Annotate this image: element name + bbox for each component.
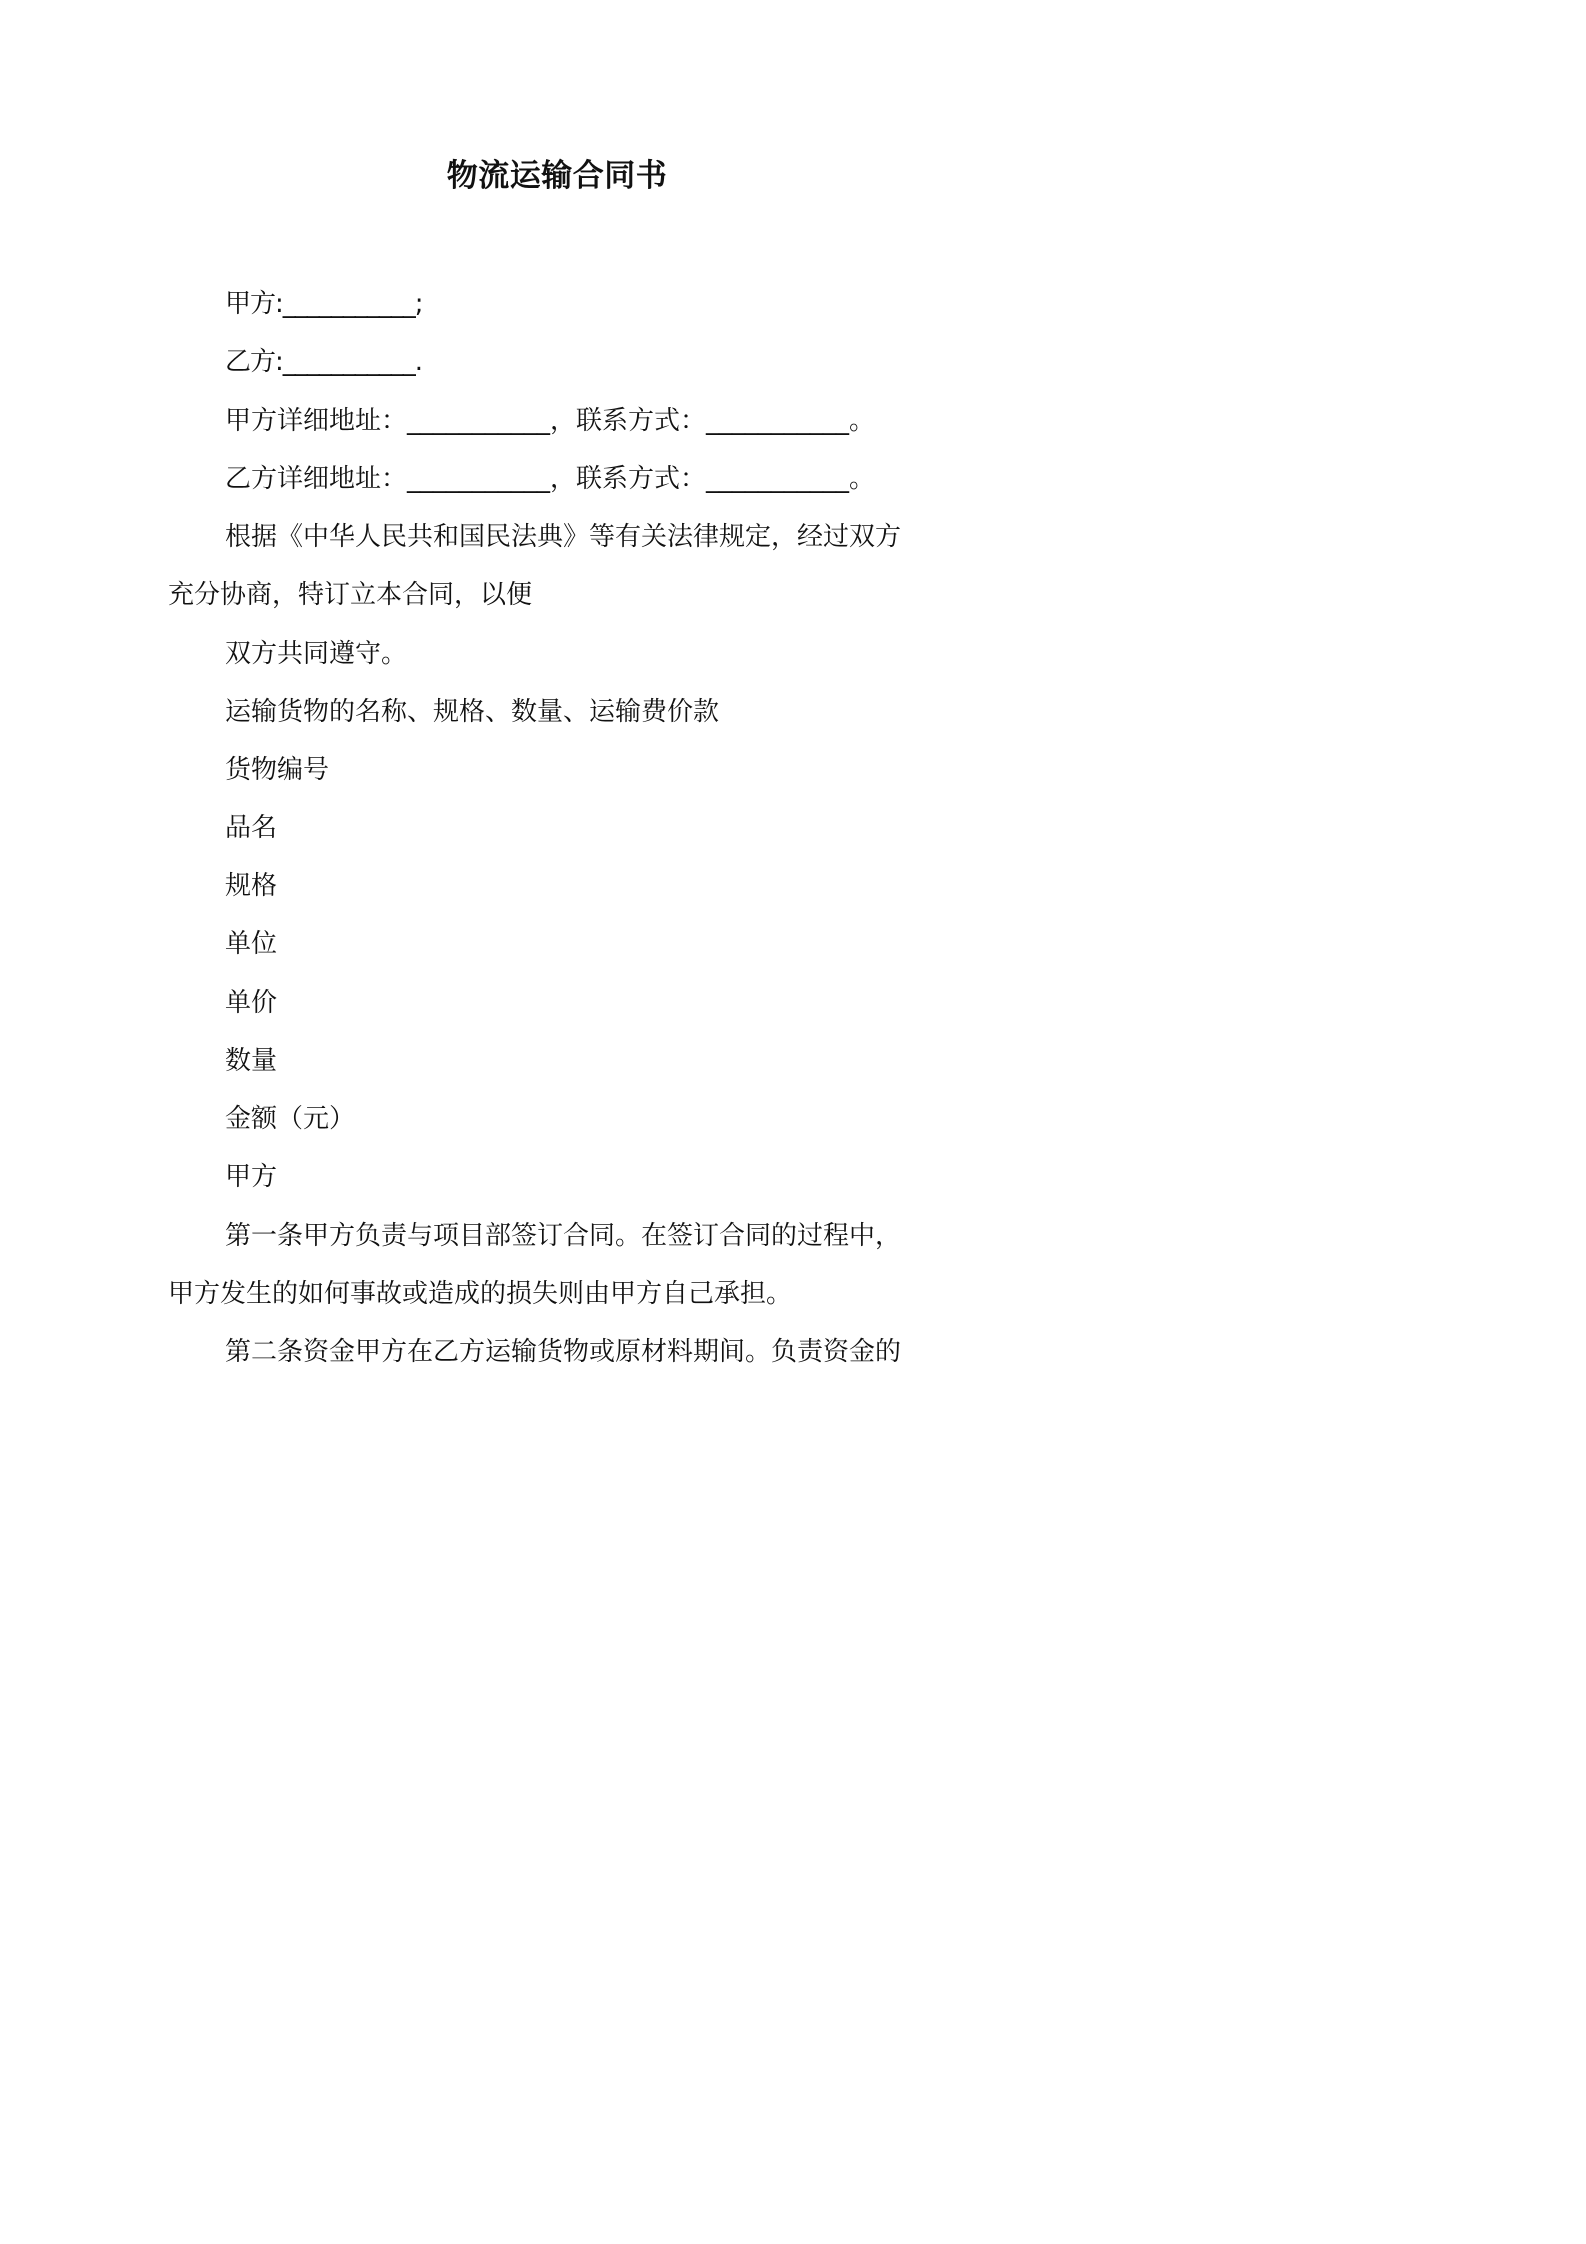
party-a-line: 甲方:___________;: [225, 289, 423, 319]
goods-heading: 运输货物的名称、规格、数量、运输费价款: [225, 697, 720, 727]
goods-field-unit-price: 单价: [225, 988, 278, 1018]
goods-field-party-a: 甲方: [225, 1162, 278, 1192]
article-1-line-1: 第一条甲方负责与项目部签订合同。在签订合同的过程中，: [225, 1221, 902, 1251]
goods-field-spec: 规格: [225, 871, 278, 901]
party-a-address-line: 甲方详细地址：___________，联系方式：___________。: [225, 406, 876, 436]
intro-paragraph-line-1: 根据《中华人民共和国民法典》等有关法律规定，经过双方: [225, 522, 902, 552]
intro-paragraph-line-2: 充分协商，特订立本合同，以便: [168, 580, 533, 610]
document-title: 物流运输合同书: [446, 158, 668, 194]
article-2-line-1: 第二条资金甲方在乙方运输货物或原材料期间。负责资金的: [225, 1337, 902, 1367]
party-b-address-line: 乙方详细地址：___________，联系方式：___________。: [225, 464, 876, 494]
party-b-line: 乙方:___________.: [225, 347, 423, 377]
goods-field-quantity: 数量: [225, 1046, 278, 1076]
goods-field-name: 品名: [225, 813, 278, 843]
intro-paragraph-line-3: 双方共同遵守。: [225, 639, 408, 669]
goods-field-amount: 金额（元）: [225, 1104, 356, 1134]
goods-field-number: 货物编号: [225, 755, 330, 785]
goods-field-unit: 单位: [225, 929, 278, 959]
article-1-line-2: 甲方发生的如何事故或造成的损失则由甲方自己承担。: [168, 1279, 793, 1309]
